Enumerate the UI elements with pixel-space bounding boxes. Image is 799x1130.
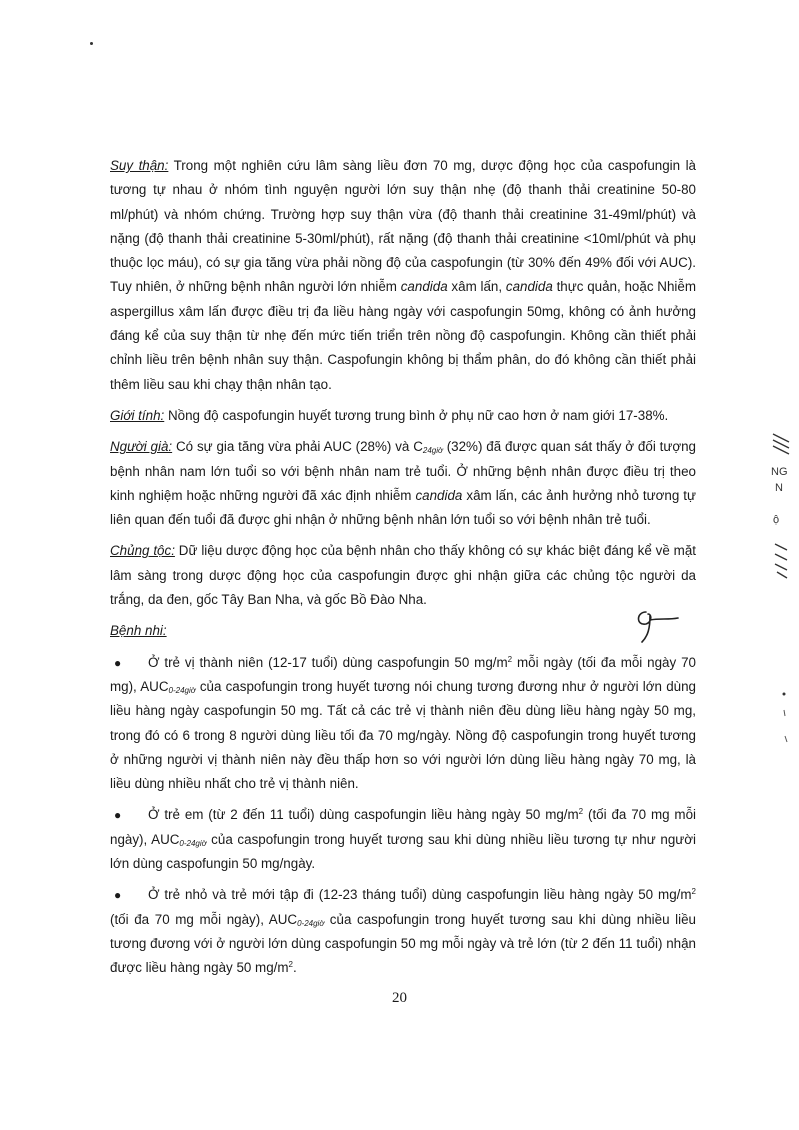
bullet-icon: ● bbox=[114, 655, 122, 670]
heading-nguoi-gia: Người già: bbox=[110, 439, 173, 455]
heading-chung-toc: Chủng tộc: bbox=[110, 543, 175, 559]
margin-dot bbox=[90, 42, 93, 45]
paragraph-suy-than: Suy thận: Trong một nghiên cứu lâm sàng liều đơn 70 mg, dược động học của caspofungin là tương tự nhau ở nhóm tình nguyện người lớn suy thận nhẹ (độ thanh thải creatinine 50-80 ml/phút) và nhóm chứng. Trường hợp suy thận vừa (độ thanh thải creatinine 31-49ml/phút) và nặng (độ thanh thải creatinine 5-30ml/phút), rất nặng (độ thanh thải creatinine <10ml/phút và phụ thuộc lọc máu), có sự gia tăng vừa phải nồng độ của caspofungin (từ 30% đến 49% đối với AUC). Tuy nhiên, ở những bệnh nhân người lớn nhiễm candida xâm lấn, candida thực quản, hoặc Nhiễm aspergillus xâm lấn được điều trị đa liều hàng ngày với caspofungin 50mg, không có ảnh hưởng đáng kể của suy thận từ nhẹ đến mức tiến triển trên nồng độ caspofungin. Không cần thiết phải chỉnh liều trên bệnh nhân suy thận. Caspofungin không bị thẩm phân, do đó không cần thiết phải thêm liều sau khi chạy thận nhân tạo. bbox=[110, 158, 696, 392]
heading-gioi-tinh: Giới tính: bbox=[110, 407, 165, 423]
list-item: ● Ở trẻ vị thành niên (12-17 tuổi) dùng caspofungin 50 $mg/m^2$ mỗi ngày (tối đa mỗi ngày 70 mg), $AUC_{0-24giờ}$ của caspofungin trong huyết tương nói chung tương đương như ở người lớn dùng liều hàng ngày caspofungin 50 mg. Tất cả các trẻ vị thành niên đều dùng liều hàng ngày 50 mg, trong đó có 6 trong 8 người dùng liều tối đa 70 mg/ngày. Nồng độ caspofungin trong huyết tương ở những người vị thành niên này đều thấp hơn so với người lớn dùng liều hàng ngày 70 mg, là liều dùng nhiều nhất cho trẻ vị thành niên. bbox=[110, 651, 696, 797]
bullet-icon: ● bbox=[114, 888, 122, 903]
document-body bbox=[110, 154, 696, 981]
heading-benh-nhi: Bệnh nhi: bbox=[110, 623, 167, 639]
list-item: ● Ở trẻ em (từ 2 đến 11 tuổi) dùng caspofungin liều hàng ngày 50 $mg/m^2$ (tối đa 70 mg mỗi ngày), $AUC_{0-24giờ}$ của caspofungin trong huyết tương sau khi dùng nhiều liều tương tự như người lớn dùng caspofungin 50 mg/ngày. bbox=[110, 803, 696, 876]
page-number: 20 bbox=[392, 990, 407, 1006]
heading-suy-than: Suy thận: bbox=[110, 158, 169, 173]
scan-marks-icon bbox=[779, 690, 789, 750]
paragraph-benh-nhi bbox=[110, 619, 696, 643]
paragraph-gioi-tinh: Giới tính: Nồng độ caspofungin huyết tương trung bình ở phụ nữ cao hơn ở nam giới 17-38%. bbox=[110, 407, 669, 423]
list-item: ● Ở trẻ nhỏ và trẻ mới tập đi (12-23 tháng tuổi) dùng caspofungin liều hàng ngày 50 $mg/m^2$ (tối đa 70 mg mỗi ngày), $AUC_{0-24giờ}$ của caspofungin trong huyết tương sau khi dùng nhiều liều tương đương với ở người lớn dùng caspofungin 50 mg mỗi ngày và trẻ lớn (từ 2 đến 11 tuổi) nhận được liều hàng ngày 50 $mg/m^2$. bbox=[110, 883, 696, 980]
paragraph-nguoi-gia: Người già: Có sự gia tăng vừa phải AUC (28%) và $C_{24giờ}$ (32%) đã được quan sát thấy ở đối tượng bệnh nhân nam lớn tuổi so với bệnh nhân nam trẻ tuổi. Ở những bệnh nhân được điều trị theo kinh nghiệm hoặc những người đã xác định nhiễm candida xâm lấn, các ảnh hưởng nhỏ tương tự liên quan đến tuổi đã được ghi nhận ở những bệnh nhân lớn tuổi so với bệnh nhân trẻ tuổi. bbox=[110, 439, 697, 528]
signature-icon bbox=[632, 606, 682, 646]
stamp-fragment: NG N ộ bbox=[765, 430, 799, 590]
bullet-icon: ● bbox=[114, 808, 122, 823]
stamp-stroke-icon bbox=[771, 430, 791, 460]
paragraph-chung-toc: Chủng tộc: Dữ liệu dược động học của bệnh nhân cho thấy không có sự khác biệt đáng kể về mặt lâm sàng trong dược động học của caspofungin được ghi nhận giữa các chủng tộc người da trắng, da đen, gốc Tây Ban Nha, và gốc Bồ Đào Nha. bbox=[110, 543, 696, 608]
stamp-stroke-icon bbox=[771, 540, 791, 580]
